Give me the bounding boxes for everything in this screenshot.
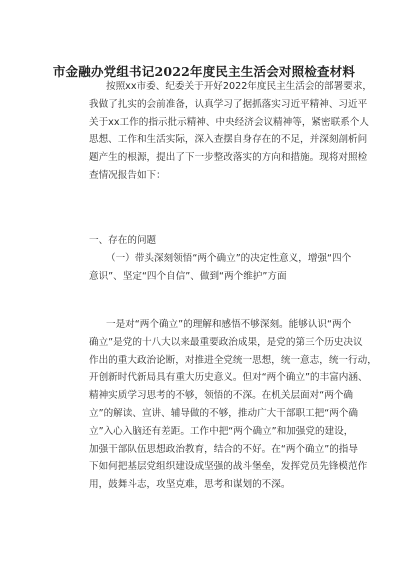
intro-line: 按照xx市委、纪委关于开好2022年度民主生活会的部署要求， [106,81,373,92]
subsection-line: 意识”、坚定“四个自信”、做到“两个维护”方面 [89,270,287,282]
body-line: 加强干部队伍思想政治教育，结合的不好。在“两个确立”的指导 [89,443,358,455]
body-line: 开创新时代新局具有重大历史意义。但对“两个确立”的丰富内涵、 [89,372,368,384]
section-heading: 一、存在的问题 [89,235,157,246]
body-line: 一是对“两个确立”的理解和感悟不够深刻。能够认识“两个 [106,319,352,330]
body-paragraph [89,316,377,494]
intro-paragraph [89,78,373,185]
intro-line: 思想、工作和生活实际，深入查摆自身存在的不足，并深刻剖析问 [89,134,368,146]
body-line: 确立”是党的十八大以来最重要政治成果，是党的第三个历史决议 [89,336,363,348]
body-line: 精神实质学习思考的不够，领悟的不深。在机关层面对“两个确 [89,390,354,402]
body-line: 用，鼓舞斗志，攻坚克难，思考和谋划的不深。 [89,479,291,491]
body-line: 立”入心入脑还有差距。工作中把“两个确立”和加强党的建设， [89,425,354,437]
body-line: 立”的解读、宣讲、辅导做的不够，推动广大干部职工把“两个确 [89,407,358,419]
subsection-heading [89,250,352,286]
intro-line: 题产生的根源，提出了下一步整改落实的方向和措施。现将对照检 [89,152,368,164]
intro-line: 我做了扎实的会前准备，认真学习了据抓落实习近平精神、习近平 [89,98,368,110]
intro-line: 关于xx工作的指示批示精神、中央经济会议精神等，紧密联系个人 [89,116,369,128]
document-title: 市金融办党组书记2022年度民主生活会对照检查材料 [52,64,356,79]
body-line: 下如何把基层党组织建设成坚强的战斗堡垒，发挥党员先锋模范作 [89,461,368,473]
subsection-line: （一）带头深刻领悟“两个确立”的决定性意义，增强“四个 [106,253,352,264]
body-line: 作出的重大政治论断，对推进全党统一思想，统一意志，统一行动， [89,354,377,366]
intro-line: 查情况报告如下： [89,169,166,181]
